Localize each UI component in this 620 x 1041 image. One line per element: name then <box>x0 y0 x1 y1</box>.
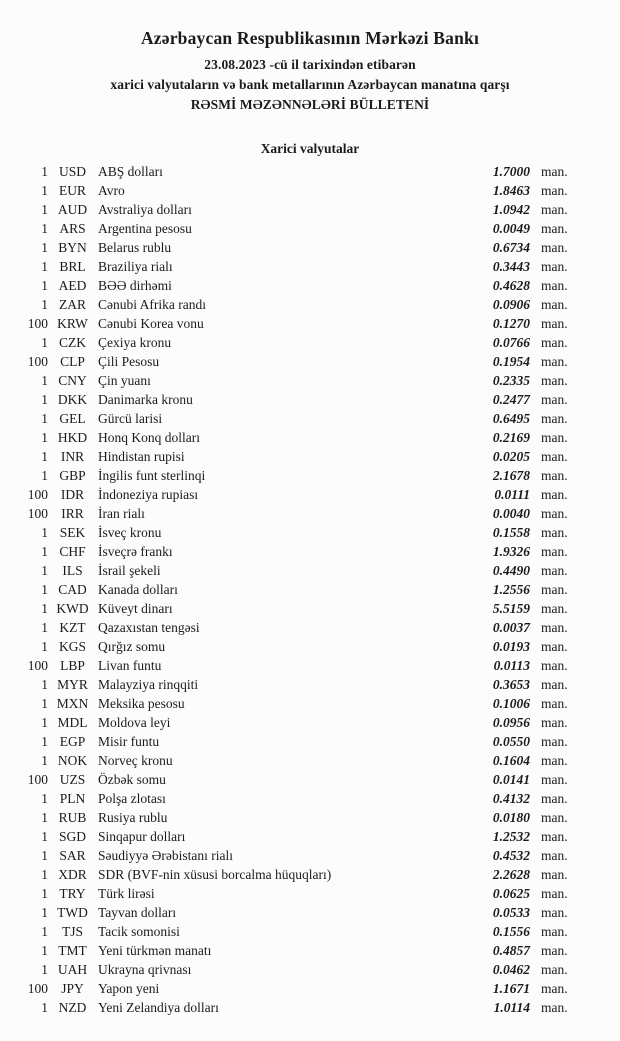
currency-code-cell: LBP <box>60 658 85 673</box>
quantity-cell: 1 <box>41 183 48 198</box>
currency-row <box>0 941 567 960</box>
rate-value-cell: 0.4532 <box>492 848 530 863</box>
currency-row <box>0 713 567 732</box>
quantity-cell: 1 <box>41 582 48 597</box>
rate-value-cell: 0.4628 <box>492 278 530 293</box>
rate-value-cell: 1.0942 <box>492 202 530 217</box>
currency-row <box>0 276 567 295</box>
quantity-cell: 1 <box>41 240 48 255</box>
quantity-cell: 1 <box>41 373 48 388</box>
currency-name-cell: Ukrayna qrivnası <box>98 962 192 977</box>
bank-title: Azərbaycan Respublikasının Mərkəzi Bankı <box>140 28 480 48</box>
currency-name-cell: İran rialı <box>98 506 145 521</box>
currency-code-cell: EUR <box>59 183 86 198</box>
currency-name-cell: Kanada dolları <box>98 582 178 597</box>
quantity-cell: 100 <box>27 981 48 996</box>
currency-row <box>0 333 567 352</box>
currency-name-cell: Tayvan dolları <box>98 905 177 920</box>
currency-code-cell: TMT <box>58 943 87 958</box>
rate-value-cell: 0.6495 <box>492 411 530 426</box>
currency-row <box>0 447 567 466</box>
unit-label-cell: man. <box>541 183 568 198</box>
unit-label-cell: man. <box>541 1000 568 1015</box>
quantity-cell: 1 <box>41 221 48 236</box>
rate-value-cell: 0.0037 <box>492 620 530 635</box>
rate-value-cell: 0.0040 <box>492 506 530 521</box>
currency-name-cell: Çin yuanı <box>98 373 151 388</box>
currency-name-cell: Gürcü larisi <box>98 411 163 426</box>
unit-label-cell: man. <box>541 772 568 787</box>
rate-value-cell: 0.0141 <box>492 772 530 787</box>
currency-row <box>0 656 567 675</box>
unit-label-cell: man. <box>541 791 568 806</box>
currency-row <box>0 998 567 1017</box>
currency-code-cell: XDR <box>58 867 87 882</box>
currency-row <box>0 808 567 827</box>
currency-row <box>0 960 567 979</box>
currency-code-cell: CAD <box>58 582 87 597</box>
unit-label-cell: man. <box>541 848 568 863</box>
quantity-cell: 1 <box>41 905 48 920</box>
currency-code-cell: GEL <box>59 411 86 426</box>
currency-name-cell: İsrail şekeli <box>98 563 161 578</box>
quantity-cell: 1 <box>41 696 48 711</box>
currency-name-cell: Özbək somu <box>98 772 166 787</box>
unit-label-cell: man. <box>541 658 568 673</box>
rate-value-cell: 1.8463 <box>492 183 530 198</box>
unit-label-cell: man. <box>541 867 568 882</box>
currency-row <box>0 219 567 238</box>
rate-value-cell: 0.4857 <box>492 943 530 958</box>
currency-code-cell: SAR <box>59 848 86 863</box>
currency-row <box>0 371 567 390</box>
quantity-cell: 1 <box>41 449 48 464</box>
currency-row <box>0 846 567 865</box>
currency-code-cell: INR <box>60 449 85 464</box>
currency-code-cell: KGS <box>58 639 86 654</box>
currency-code-cell: NOK <box>57 753 88 768</box>
currency-row <box>0 789 567 808</box>
currency-name-cell: Sinqapur dolları <box>98 829 186 844</box>
document-header <box>0 27 620 115</box>
currency-name-cell: Yeni Zelandiya dolları <box>98 1000 219 1015</box>
currency-code-cell: TWD <box>57 905 88 920</box>
currency-name-cell: Honq Konq dolları <box>98 430 200 445</box>
currency-code-cell: IDR <box>60 487 85 502</box>
currency-row <box>0 428 567 447</box>
rate-value-cell: 0.0906 <box>492 297 530 312</box>
currency-name-cell: BƏƏ dirhəmi <box>98 278 172 293</box>
quantity-cell: 1 <box>41 829 48 844</box>
quantity-cell: 1 <box>41 791 48 806</box>
quantity-cell: 1 <box>41 411 48 426</box>
unit-label-cell: man. <box>541 278 568 293</box>
unit-label-cell: man. <box>541 392 568 407</box>
effective-date-line: 23.08.2023 -cü il tarixindən etibarən <box>204 57 416 72</box>
currency-row <box>0 599 567 618</box>
quantity-cell: 100 <box>27 354 48 369</box>
rate-value-cell: 0.0111 <box>494 487 530 502</box>
rate-value-cell: 1.0114 <box>493 1000 530 1015</box>
quantity-cell: 1 <box>41 468 48 483</box>
currency-row <box>0 865 567 884</box>
currency-row <box>0 352 567 371</box>
unit-label-cell: man. <box>541 924 568 939</box>
unit-label-cell: man. <box>541 468 568 483</box>
quantity-cell: 1 <box>41 810 48 825</box>
quantity-cell: 1 <box>41 544 48 559</box>
quantity-cell: 1 <box>41 335 48 350</box>
currency-code-cell: ZAR <box>59 297 86 312</box>
currency-name-cell: ABŞ dolları <box>98 164 163 179</box>
rate-value-cell: 0.0766 <box>492 335 530 350</box>
unit-label-cell: man. <box>541 715 568 730</box>
rate-value-cell: 0.4490 <box>492 563 530 578</box>
currency-row <box>0 504 567 523</box>
currency-row <box>0 257 567 276</box>
quantity-cell: 1 <box>41 563 48 578</box>
currency-code-cell: KZT <box>59 620 86 635</box>
unit-label-cell: man. <box>541 164 568 179</box>
currency-name-cell: Moldova leyi <box>98 715 171 730</box>
currency-code-cell: RUB <box>58 810 87 825</box>
subtitle-line: xarici valyutaların və bank metallarının Azərbaycan manatına qarşı <box>110 77 510 92</box>
quantity-cell: 1 <box>41 202 48 217</box>
rate-value-cell: 0.0049 <box>492 221 530 236</box>
currency-row <box>0 922 567 941</box>
currency-name-cell: Argentina pesosu <box>98 221 192 236</box>
currency-name-cell: Səudiyyə Ərəbistanı rialı <box>98 848 233 863</box>
bulletin-title: RƏSMİ MƏZƏNNƏLƏRİ BÜLLETENİ <box>190 97 430 112</box>
currency-name-cell: İndoneziya rupiası <box>98 487 199 502</box>
currency-code-cell: TRY <box>59 886 86 901</box>
rate-value-cell: 1.7000 <box>492 164 530 179</box>
currency-row <box>0 542 567 561</box>
rate-value-cell: 1.1671 <box>492 981 530 996</box>
currency-row <box>0 618 567 637</box>
currency-code-cell: PLN <box>59 791 86 806</box>
rate-value-cell: 0.0193 <box>492 639 530 654</box>
currency-row <box>0 390 567 409</box>
currency-name-cell: İsveç kronu <box>98 525 162 540</box>
currency-row <box>0 770 567 789</box>
currency-code-cell: TJS <box>61 924 83 939</box>
unit-label-cell: man. <box>541 981 568 996</box>
currency-code-cell: SEK <box>59 525 86 540</box>
quantity-cell: 1 <box>41 848 48 863</box>
currency-row <box>0 485 567 504</box>
currency-code-cell: BRL <box>59 259 86 274</box>
unit-label-cell: man. <box>541 487 568 502</box>
currency-code-cell: EGP <box>59 734 86 749</box>
currency-code-cell: MDL <box>57 715 88 730</box>
currency-name-cell: Qazaxıstan tengəsi <box>98 620 200 635</box>
unit-label-cell: man. <box>541 696 568 711</box>
currency-code-cell: CZK <box>59 335 86 350</box>
currency-row <box>0 903 567 922</box>
quantity-cell: 1 <box>41 886 48 901</box>
currency-code-cell: JPY <box>61 981 84 996</box>
currency-code-cell: SGD <box>58 829 86 844</box>
currency-name-cell: Türk lirəsi <box>98 886 155 901</box>
unit-label-cell: man. <box>541 677 568 692</box>
currency-code-cell: DKK <box>57 392 88 407</box>
currency-name-cell: Qırğız somu <box>98 639 166 654</box>
quantity-cell: 100 <box>27 316 48 331</box>
currency-name-cell: İngilis funt sterlinqi <box>98 468 206 483</box>
unit-label-cell: man. <box>541 411 568 426</box>
currency-name-cell: Yeni türkmən manatı <box>98 943 212 958</box>
currency-code-cell: UAH <box>57 962 88 977</box>
currency-code-cell: IRR <box>61 506 84 521</box>
unit-label-cell: man. <box>541 639 568 654</box>
currency-row <box>0 181 567 200</box>
currency-name-cell: Norveç kronu <box>98 753 173 768</box>
currency-code-cell: MYR <box>57 677 88 692</box>
unit-label-cell: man. <box>541 544 568 559</box>
rate-value-cell: 0.3653 <box>492 677 530 692</box>
currency-row <box>0 162 567 181</box>
currency-code-cell: CNY <box>58 373 87 388</box>
quantity-cell: 1 <box>41 677 48 692</box>
currency-code-cell: ILS <box>62 563 83 578</box>
rate-value-cell: 0.0533 <box>492 905 530 920</box>
quantity-cell: 1 <box>41 962 48 977</box>
rate-value-cell: 2.2628 <box>492 867 530 882</box>
unit-label-cell: man. <box>541 582 568 597</box>
unit-label-cell: man. <box>541 563 568 578</box>
currency-name-cell: Tacik somonisi <box>98 924 180 939</box>
quantity-cell: 1 <box>41 525 48 540</box>
currency-row <box>0 751 567 770</box>
rate-value-cell: 0.0205 <box>492 449 530 464</box>
currency-code-cell: ARS <box>59 221 86 236</box>
unit-label-cell: man. <box>541 734 568 749</box>
quantity-cell: 1 <box>41 753 48 768</box>
currency-code-cell: CLP <box>60 354 85 369</box>
quantity-cell: 1 <box>41 297 48 312</box>
currency-name-cell: SDR (BVF-nin xüsusi borcalma hüquqları) <box>98 867 332 882</box>
currency-row <box>0 238 567 257</box>
quantity-cell: 1 <box>41 620 48 635</box>
unit-label-cell: man. <box>541 297 568 312</box>
currency-row <box>0 979 567 998</box>
currency-name-cell: Belarus rublu <box>98 240 172 255</box>
currency-name-cell: Cənubi Korea vonu <box>98 316 204 331</box>
quantity-cell: 1 <box>41 639 48 654</box>
rate-value-cell: 0.0625 <box>492 886 530 901</box>
unit-label-cell: man. <box>541 259 568 274</box>
rate-value-cell: 0.2335 <box>492 373 530 388</box>
currency-name-cell: Çexiya kronu <box>98 335 172 350</box>
currency-code-cell: KWD <box>56 601 89 616</box>
quantity-cell: 1 <box>41 164 48 179</box>
currency-name-cell: İsveçrə frankı <box>98 544 173 559</box>
section-title-foreign-currencies: Xarici valyutalar <box>260 141 360 156</box>
currency-row <box>0 732 567 751</box>
quantity-cell: 100 <box>27 487 48 502</box>
currency-name-cell: Polşa zlotası <box>98 791 166 806</box>
currency-row <box>0 884 567 903</box>
currency-row <box>0 466 567 485</box>
unit-label-cell: man. <box>541 202 568 217</box>
rate-value-cell: 0.6734 <box>492 240 530 255</box>
quantity-cell: 1 <box>41 924 48 939</box>
currency-name-cell: Hindistan rupisi <box>98 449 185 464</box>
currency-name-cell: Küveyt dinarı <box>98 601 173 616</box>
quantity-cell: 1 <box>41 601 48 616</box>
currency-name-cell: Yapon yeni <box>98 981 160 996</box>
rate-value-cell: 1.2556 <box>492 582 530 597</box>
rate-value-cell: 2.1678 <box>492 468 530 483</box>
currency-code-cell: MXN <box>56 696 89 711</box>
currency-row <box>0 827 567 846</box>
rate-value-cell: 0.1006 <box>492 696 530 711</box>
currency-name-cell: Avstraliya dolları <box>98 202 192 217</box>
unit-label-cell: man. <box>541 886 568 901</box>
rate-value-cell: 0.4132 <box>492 791 530 806</box>
unit-label-cell: man. <box>541 449 568 464</box>
unit-label-cell: man. <box>541 506 568 521</box>
quantity-cell: 1 <box>41 392 48 407</box>
currency-row <box>0 523 567 542</box>
rate-value-cell: 0.1954 <box>492 354 530 369</box>
rate-value-cell: 0.1556 <box>492 924 530 939</box>
rate-value-cell: 0.0550 <box>492 734 530 749</box>
unit-label-cell: man. <box>541 373 568 388</box>
currency-row <box>0 200 567 219</box>
unit-label-cell: man. <box>541 525 568 540</box>
currency-name-cell: Braziliya rialı <box>98 259 173 274</box>
unit-label-cell: man. <box>541 943 568 958</box>
rate-value-cell: 0.2477 <box>492 392 530 407</box>
rate-value-cell: 1.2532 <box>492 829 530 844</box>
currency-code-cell: USD <box>58 164 86 179</box>
currency-name-cell: Malayziya rinqqiti <box>98 677 199 692</box>
currency-row <box>0 675 567 694</box>
currency-code-cell: CHF <box>59 544 86 559</box>
currency-row <box>0 637 567 656</box>
rate-value-cell: 0.0180 <box>492 810 530 825</box>
rate-value-cell: 5.5159 <box>492 601 530 616</box>
currency-row <box>0 409 567 428</box>
unit-label-cell: man. <box>541 354 568 369</box>
quantity-cell: 1 <box>41 278 48 293</box>
quantity-cell: 1 <box>41 715 48 730</box>
currency-row <box>0 314 567 333</box>
rate-value-cell: 0.1270 <box>492 316 530 331</box>
unit-label-cell: man. <box>541 753 568 768</box>
quantity-cell: 100 <box>27 658 48 673</box>
rate-value-cell: 0.2169 <box>492 430 530 445</box>
currency-row <box>0 580 567 599</box>
currency-code-cell: HKD <box>57 430 88 445</box>
currency-code-cell: AED <box>58 278 87 293</box>
currency-code-cell: BYN <box>58 240 87 255</box>
unit-label-cell: man. <box>541 601 568 616</box>
currency-code-cell: NZD <box>58 1000 87 1015</box>
rate-value-cell: 0.3443 <box>492 259 530 274</box>
quantity-cell: 1 <box>41 430 48 445</box>
rate-value-cell: 0.1604 <box>492 753 530 768</box>
currency-name-cell: Livan funtu <box>98 658 162 673</box>
unit-label-cell: man. <box>541 316 568 331</box>
currency-row <box>0 295 567 314</box>
currency-rates-table <box>0 162 567 1017</box>
unit-label-cell: man. <box>541 620 568 635</box>
rate-value-cell: 0.0462 <box>492 962 530 977</box>
quantity-cell: 1 <box>41 867 48 882</box>
currency-row <box>0 694 567 713</box>
currency-row <box>0 561 567 580</box>
currency-code-cell: UZS <box>59 772 86 787</box>
unit-label-cell: man. <box>541 221 568 236</box>
quantity-cell: 1 <box>41 259 48 274</box>
currency-name-cell: Misir funtu <box>98 734 160 749</box>
currency-name-cell: Danimarka kronu <box>98 392 193 407</box>
unit-label-cell: man. <box>541 240 568 255</box>
rate-value-cell: 1.9326 <box>492 544 530 559</box>
quantity-cell: 1 <box>41 734 48 749</box>
rate-value-cell: 0.1558 <box>492 525 530 540</box>
unit-label-cell: man. <box>541 430 568 445</box>
unit-label-cell: man. <box>541 810 568 825</box>
unit-label-cell: man. <box>541 962 568 977</box>
currency-name-cell: Cənubi Afrika randı <box>98 297 206 312</box>
currency-code-cell: KRW <box>57 316 88 331</box>
currency-code-cell: GBP <box>59 468 86 483</box>
currency-name-cell: Çili Pesosu <box>98 354 160 369</box>
unit-label-cell: man. <box>541 335 568 350</box>
currency-code-cell: AUD <box>57 202 88 217</box>
currency-name-cell: Meksika pesosu <box>98 696 185 711</box>
rate-value-cell: 0.0113 <box>493 658 530 673</box>
unit-label-cell: man. <box>541 905 568 920</box>
quantity-cell: 1 <box>41 943 48 958</box>
currency-name-cell: Avro <box>98 183 125 198</box>
quantity-cell: 100 <box>27 506 48 521</box>
rate-value-cell: 0.0956 <box>492 715 530 730</box>
quantity-cell: 1 <box>41 1000 48 1015</box>
quantity-cell: 100 <box>27 772 48 787</box>
currency-name-cell: Rusiya rublu <box>98 810 168 825</box>
unit-label-cell: man. <box>541 829 568 844</box>
